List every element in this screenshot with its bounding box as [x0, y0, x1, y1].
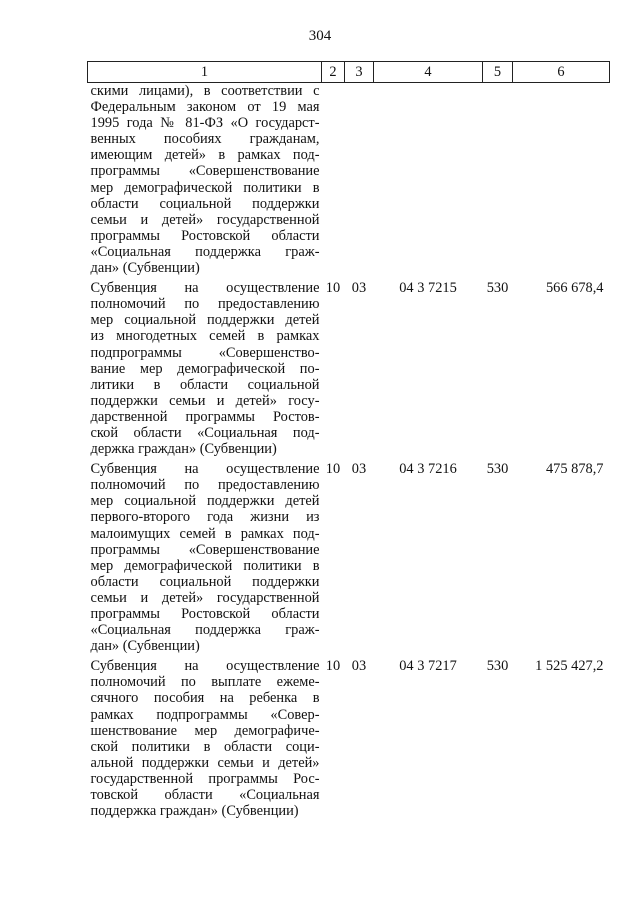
description-line: мер социальной поддержки детей: [90, 312, 320, 329]
section-code: 10: [325, 280, 341, 297]
description-line: держка граждан» (Субвенции): [90, 441, 277, 458]
page-number: 304: [308, 28, 332, 44]
description-line: полномочий по предоставлению: [90, 477, 320, 494]
description-line: имеющим детей» в рамках под-: [90, 147, 320, 164]
table-row: [88, 83, 610, 281]
description-line: поддержки семьи и детей» госу-: [90, 392, 320, 409]
description-line: ской политики в области соци-: [90, 738, 320, 755]
description-line: государственной программы Рос-: [90, 770, 320, 787]
target-article-code: 04 3 7216: [399, 461, 457, 478]
description-line: рамках подпрограммы «Совер-: [90, 706, 320, 723]
column-header-3: 3: [345, 62, 374, 83]
description-line: поддержка граждан» (Субвенции): [90, 803, 299, 820]
column-header-2: 2: [322, 62, 345, 83]
column-header-1: 1: [88, 62, 322, 83]
table-row: [88, 658, 610, 823]
description-line: подпрограммы «Совершенство-: [90, 344, 320, 361]
description-line: области социальной поддержки: [90, 195, 320, 212]
target-article-code: 04 3 7215: [399, 280, 457, 297]
row-description: [88, 461, 322, 658]
table-header-row: [88, 62, 610, 83]
row-description: [88, 658, 322, 823]
description-line: программы Ростовской области: [90, 606, 320, 622]
description-line: венных пособиях гражданам,: [90, 131, 320, 148]
subsection-code: [345, 83, 374, 281]
description-line: товской области «Социальная: [90, 787, 320, 804]
description-line: «Социальная поддержка граж-: [90, 622, 320, 639]
column-header-5: 5: [483, 62, 513, 83]
expense-type-code: 530: [486, 658, 509, 675]
description-line: области социальной поддержки: [90, 573, 320, 590]
description-line: первого-второго года жизни из: [90, 509, 320, 526]
table-row: [88, 280, 610, 461]
description-line: шенствование мер демографиче-: [90, 722, 320, 739]
row-description: [88, 280, 322, 461]
description-line: программы «Совершенствование: [90, 541, 320, 558]
description-line: «Социальная поддержка граж-: [90, 243, 320, 260]
section-code: 10: [325, 658, 341, 675]
target-article-code: 04 3 7217: [399, 658, 457, 675]
description-line: Субвенция на осуществление: [90, 658, 320, 675]
description-line: вание мер демографической по-: [90, 360, 320, 377]
description-line: скими лицами), в соответствии с: [90, 83, 320, 99]
description-line: 1995 года № 81-ФЗ «О государст-: [90, 115, 320, 132]
description-line: Субвенция на осуществление: [90, 280, 320, 297]
section-code: [322, 83, 345, 281]
description-line: семьи и детей» государственной: [90, 211, 320, 228]
expense-type-code: 530: [486, 461, 509, 478]
description-line: альной поддержки семьи и детей»: [90, 754, 320, 771]
description-line: мер демографической политики в: [90, 557, 320, 574]
description-line: полномочий по предоставлению: [90, 296, 320, 313]
description-line: из многодетных семей в рамках: [90, 328, 320, 345]
column-header-6: 6: [513, 62, 610, 83]
budget-table: [87, 61, 610, 823]
description-line: дан» (Субвенции): [90, 260, 200, 277]
row-description: [88, 83, 322, 281]
description-line: дарственной программы Ростов-: [90, 408, 320, 425]
amount: 1 525 427,2: [535, 658, 604, 675]
description-line: Федеральным законом от 19 мая: [90, 99, 320, 116]
target-article-code: [374, 83, 483, 281]
column-header-4: 4: [374, 62, 483, 83]
amount: 566 678,4: [545, 280, 604, 297]
table-row: [88, 461, 610, 658]
description-line: малоимущих семей в рамках под-: [90, 525, 320, 542]
subsection-code: 03: [351, 461, 367, 478]
section-code: 10: [325, 461, 341, 478]
expense-type-code: [483, 83, 513, 281]
description-line: мер социальной поддержки детей: [90, 493, 320, 510]
description-line: полномочий по выплате ежеме-: [90, 674, 320, 691]
description-line: программы «Совершенствование: [90, 163, 320, 180]
description-line: литики в области социальной: [90, 376, 320, 393]
description-line: дан» (Субвенции): [90, 638, 200, 655]
expense-type-code: 530: [486, 280, 509, 297]
description-line: Субвенция на осуществление: [90, 461, 320, 478]
description-line: ской области «Социальная под-: [90, 424, 320, 441]
subsection-code: 03: [351, 658, 367, 675]
description-line: программы Ростовской области: [90, 227, 320, 244]
description-line: сячного пособия на ребенка в: [90, 690, 320, 707]
amount: [513, 83, 610, 281]
description-line: мер демографической политики в: [90, 179, 320, 196]
amount: 475 878,7: [545, 461, 604, 478]
subsection-code: 03: [351, 280, 367, 297]
description-line: семьи и детей» государственной: [90, 589, 320, 606]
